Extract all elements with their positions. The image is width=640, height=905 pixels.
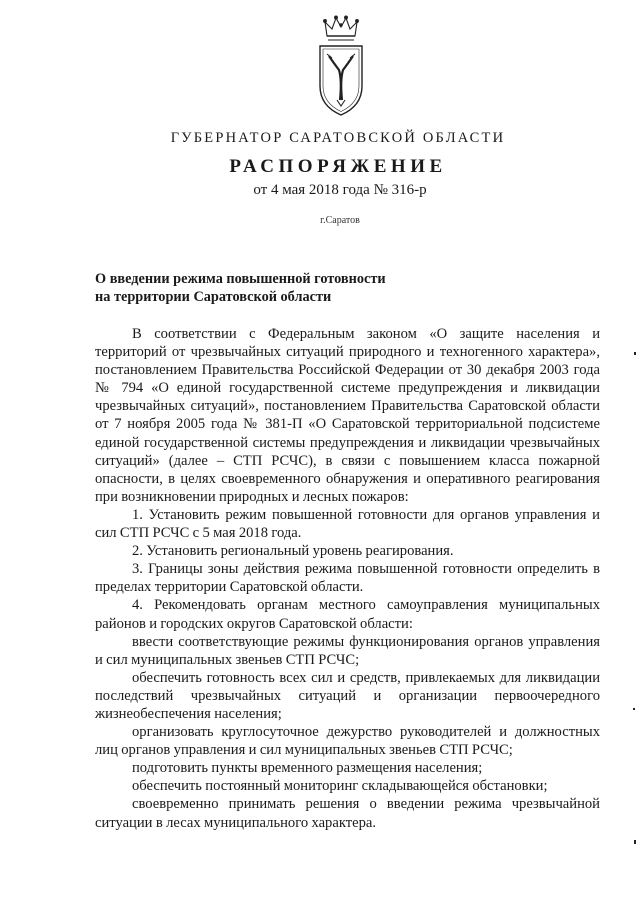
body-paragraph: 4. Рекомендовать органам местного самоуправления муниципальных районов и городских округов Саратовской области: (95, 597, 600, 632)
body-paragraph: ввести соответствующие режимы функционирования органов управления и сил муниципальных звеньев СТП РСЧС; (95, 633, 600, 668)
subject-line-1: О введении режима повышенной готовности (95, 271, 386, 287)
document-type-heading: РАСПОРЯЖЕНИЕ (229, 156, 447, 177)
scan-speck (633, 708, 635, 710)
body-paragraph: В соответствии с Федеральным законом «О защите населения и территорий от чрезвычайных ситуаций природного и техногенного характера», постановлением Правительства Российской Федерации от 30 декабря 2003 года № 794 «О единой государственной системе предупреждения и ликвидации чрезвычайных ситуаций», постановлением Правительства Саратовской области от 7 ноября 2005 года № 381-П «О Саратовской территориальной подсистеме единой государственной системы предупреждения и ликвидации чрезвычайных ситуаций» (далее – СТП РСЧС), в связи с повышением класса пожарной опасности, в целях своевременного обнаружения и оперативного реагирования при возникновении природных и лесных пожаров: (95, 326, 600, 505)
body-paragraph: 3. Границы зоны действия режима повышенной готовности определить в пределах территории Саратовской области. (95, 561, 600, 596)
body-paragraph: 1. Установить режим повышенной готовности для органов управления и сил СТП РСЧС с 5 мая 2018 года. (95, 506, 600, 542)
body-paragraph: организовать круглосуточное дежурство руководителей и должностных лиц органов управления и сил муниципальных звеньев СТП РСЧС; (95, 724, 600, 759)
body-paragraph: 2. Установить региональный уровень реагирования. (132, 543, 454, 560)
body-paragraph: своевременно принимать решения о введении режима чрезвычайной ситуации в лесах муниципального характера. (95, 796, 600, 831)
document-body (95, 325, 600, 832)
scan-speck (634, 840, 636, 844)
subject-line-2: на территории Саратовской области (95, 289, 332, 305)
body-paragraph: обеспечить готовность всех сил и средств, привлекаемых для ликвидации последствий чрезвычайных ситуаций и организации первоочередного жизнеобеспечения населения; (95, 669, 600, 722)
document-date-number: от 4 мая 2018 года № 316-р (253, 182, 427, 198)
body-paragraph: обеспечить постоянный мониторинг складывающейся обстановки; (132, 778, 548, 795)
saratov-coat-of-arms-icon (313, 14, 369, 122)
issuer-title: ГУБЕРНАТОР САРАТОВСКОЙ ОБЛАСТИ (170, 130, 506, 146)
document-city: г.Саратов (320, 215, 360, 226)
scan-speck (634, 352, 636, 355)
body-paragraph: подготовить пункты временного размещения населения; (132, 760, 483, 777)
document-subject (95, 270, 515, 306)
